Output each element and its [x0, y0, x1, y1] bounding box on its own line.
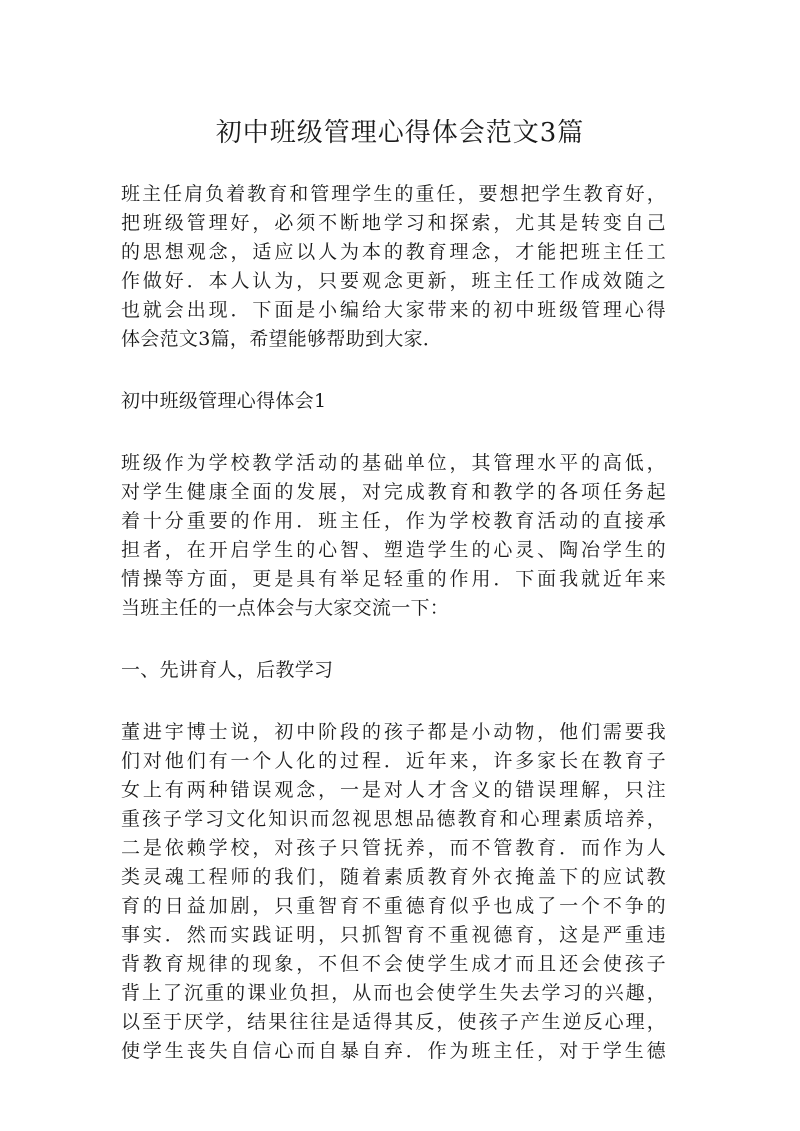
- text-line: 体会范文3篇，希望能够帮助到大家．: [121, 328, 443, 350]
- text-line: 把班级管理好，必须不断地学习和探索，尤其是转变自己: [121, 212, 666, 234]
- intro-paragraph: [121, 180, 666, 354]
- subheading: [121, 656, 666, 685]
- section-heading-text: 初中班级管理心得体会1: [121, 390, 327, 412]
- section-heading: [121, 387, 666, 416]
- text-line: 使学生丧失自信心而自暴自弃．作为班主任，对于学生德: [121, 1040, 666, 1062]
- text-line: 作做好．本人认为，只要观念更新，班主任工作成效随之: [121, 270, 666, 292]
- text-line: 背教育规律的现象，不但不会使学生成才而且还会使孩子: [121, 953, 666, 975]
- text-line: 女上有两种错误观念，一是对人才含义的错误理解，只注: [121, 779, 666, 801]
- subheading-text: 一、先讲育人，后教学习: [121, 659, 334, 681]
- text-line: 事实．然而实践证明，只抓智育不重视德育，这是严重违: [121, 924, 666, 946]
- body-paragraph: [121, 718, 666, 1066]
- text-line: 以至于厌学，结果往往是适得其反，使孩子产生逆反心理，: [121, 1011, 666, 1033]
- text-line: 当班主任的一点体会与大家交流一下：: [121, 597, 450, 619]
- document-body: [121, 180, 666, 1099]
- text-line: 董进宇博士说，初中阶段的孩子都是小动物，他们需要我: [121, 721, 666, 743]
- text-line: 也就会出现．下面是小编给大家带来的初中班级管理心得: [121, 299, 666, 321]
- text-line: 担者，在开启学生的心智、塑造学生的心灵、陶冶学生的: [121, 539, 666, 561]
- text-line: 班级作为学校教学活动的基础单位，其管理水平的高低，: [121, 452, 666, 474]
- section-intro-paragraph: [121, 449, 666, 623]
- text-line: 类灵魂工程师的我们，随着素质教育外衣掩盖下的应试教: [121, 866, 666, 888]
- text-line: 着十分重要的作用．班主任，作为学校教育活动的直接承: [121, 510, 666, 532]
- text-line: 育的日益加剧，只重智育不重德育似乎也成了一个不争的: [121, 895, 666, 917]
- document-title: 初中班级管理心得体会范文3篇: [215, 118, 585, 148]
- text-line: 情操等方面，更是具有举足轻重的作用．下面我就近年来: [121, 568, 666, 590]
- text-line: 班主任肩负着教育和管理学生的重任，要想把学生教育好，: [121, 183, 666, 205]
- text-line: 的思想观念，适应以人为本的教育理念，才能把班主任工: [121, 241, 666, 263]
- text-line: 二是依赖学校，对孩子只管抚养，而不管教育．而作为人: [121, 837, 666, 859]
- text-line: 们对他们有一个人化的过程．近年来，许多家长在教育子: [121, 750, 666, 772]
- text-line: 重孩子学习文化知识而忽视思想品德教育和心理素质培养，: [121, 808, 666, 830]
- text-line: 对学生健康全面的发展，对完成教育和教学的各项任务起: [121, 481, 666, 503]
- text-line: 背上了沉重的课业负担，从而也会使学生失去学习的兴趣，: [121, 982, 666, 1004]
